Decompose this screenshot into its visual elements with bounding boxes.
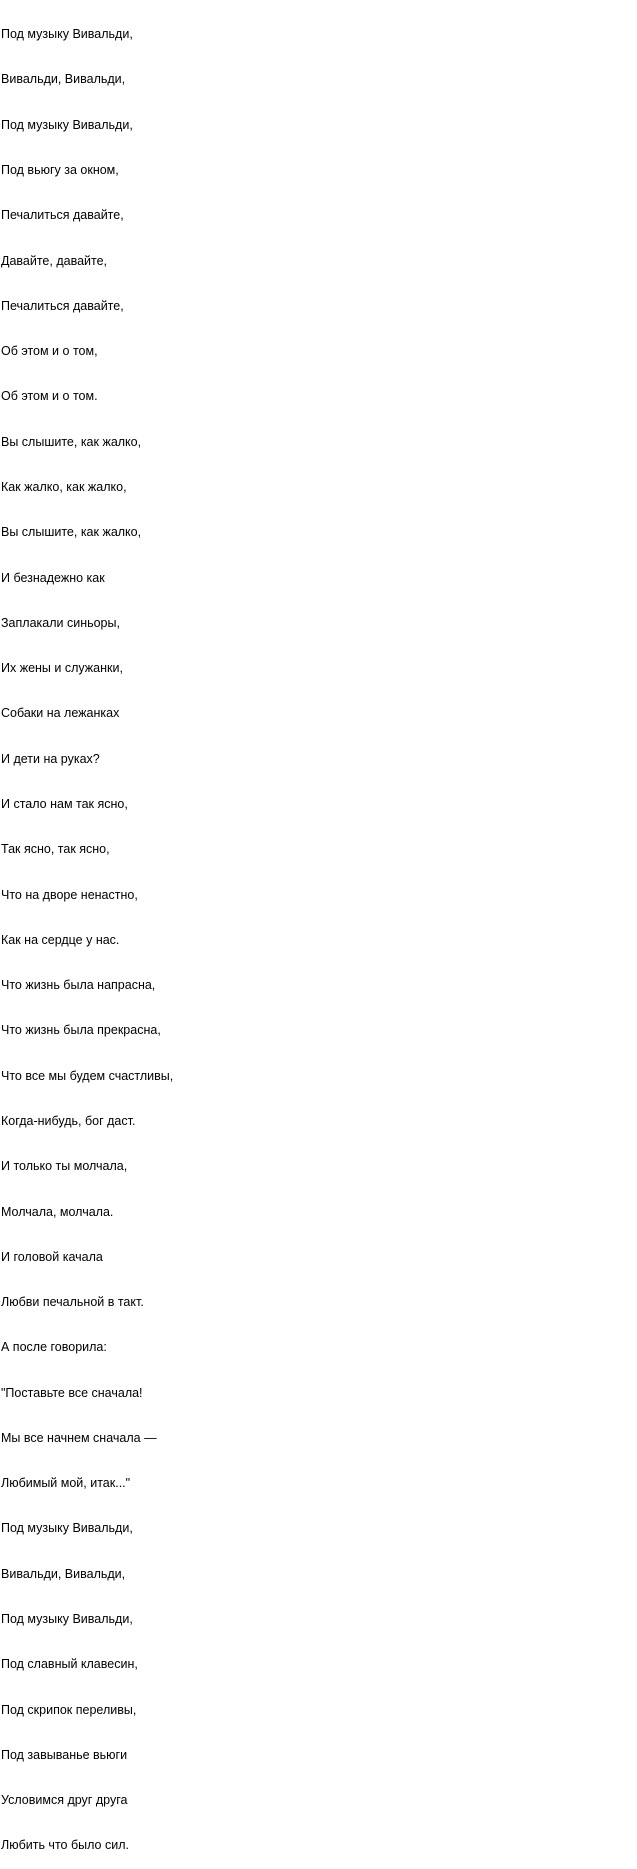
lyric-line: Что жизнь была прекрасна, (1, 1023, 161, 1038)
lyric-line: Вивальди, Вивальди, (1, 1566, 126, 1581)
lyric-line: Под скрипок переливы, (1, 1702, 137, 1717)
lyric-line: Как на сердце у нас. (1, 932, 120, 947)
lyric-line: Как жалко, как жалко, (1, 480, 127, 494)
lyric-line: Давайте, давайте, (1, 253, 108, 268)
lyric-line: Вы слышите, как жалко, (1, 525, 142, 540)
lyric-line: Под музыку Вивальди, (1, 117, 133, 132)
lyric-line: Что жизнь была напрасна, (1, 978, 156, 993)
lyric-line: Об этом и о том. (1, 389, 98, 404)
lyric-line: Под славный клавесин, (1, 1657, 138, 1672)
lyric-line: Вивальди, Вивальди, (1, 72, 126, 87)
lyric-line: Мы все начнем сначала — (1, 1430, 157, 1445)
lyric-line: Их жены и служанки, (1, 661, 123, 676)
lyric-line: Так ясно, так ясно, (1, 842, 110, 857)
lyric-line: Об этом и о том, (1, 344, 98, 359)
lyric-line: Под музыку Вивальди, (1, 1521, 133, 1536)
lyric-line: И безнадежно как (1, 570, 105, 585)
lyric-line: Под музыку Вивальди, (1, 27, 133, 42)
lyric-line: А после говорила: (1, 1340, 107, 1355)
lyric-line: "Поставьте все сначала! (1, 1385, 143, 1400)
lyric-line: Собаки на лежанках (1, 706, 120, 721)
lyric-line: Любимый мой, итак..." (1, 1476, 131, 1491)
lyric-line: Под музыку Вивальди, (1, 1612, 133, 1627)
lyric-line: И дети на руках? (1, 751, 100, 766)
lyric-line: И головой качала (1, 1249, 103, 1264)
lyric-line: Когда-нибудь, бог даст. (1, 1113, 136, 1128)
lyric-line: Что на дворе ненастно, (1, 887, 138, 902)
lyrics-text (1, 0, 173, 1869)
lyric-line: Печалиться давайте, (1, 208, 124, 223)
lyric-line: И только ты молчала, (1, 1159, 128, 1174)
lyric-line: Вы слышите, как жалко, (1, 434, 142, 449)
lyric-line: Молчала, молчала. (1, 1204, 114, 1219)
lyric-line: Любви печальной в такт. (1, 1295, 144, 1310)
lyric-line: Под завыванье вьюги (1, 1747, 128, 1762)
lyric-line: Условимся друг друга (1, 1793, 128, 1808)
lyric-line: Заплакали синьоры, (1, 615, 120, 630)
lyric-line: Под вьюгу за окном, (1, 163, 119, 178)
lyric-line: Печалиться давайте, (1, 298, 124, 313)
lyric-line: Что все мы будем счастливы, (1, 1068, 174, 1083)
lyric-line: Любить что было сил. (1, 1838, 129, 1853)
lyric-line: И стало нам так ясно, (1, 796, 128, 811)
